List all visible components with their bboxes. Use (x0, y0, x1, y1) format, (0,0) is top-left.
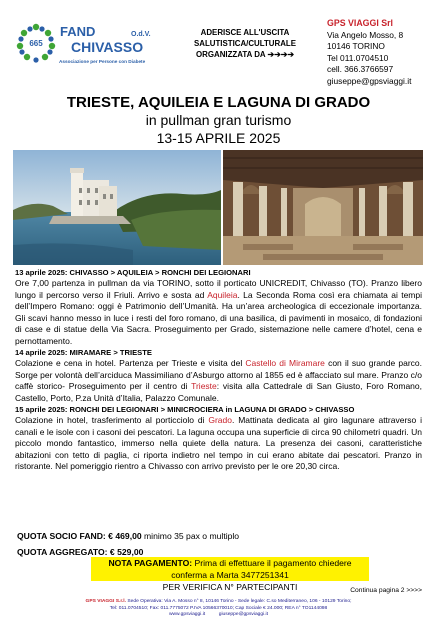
agency-tel: Tel 011.0704510 (327, 52, 389, 63)
member-price-note: minimo 35 pax o multiplo (141, 531, 240, 541)
page-header (0, 0, 437, 86)
trip-title: TRIESTE, AQUILEIA E LAGUNA DI GRADO (66, 94, 371, 111)
day-1-text-a: Ore 7,00 partenza in pullman da via TORINO, sotto il porticato UNICREDIT, Chivasso (TO). Pranzo libero lungo il percorso verso il Friuli. Arrivo e sosta ad (15, 278, 422, 300)
day-2-text-b: con il suo grande parco. Sorge per volontà dell’arciduca Massimiliano d’Asburgo attorno al 1855 ed è affacciato sul mare. Pranzo c/o caffè storico- Proseguimento per il centro di (15, 358, 422, 391)
agency-contact (327, 18, 437, 87)
trip-dates: 13-15 APRILE 2025 (156, 130, 281, 146)
agency-email[interactable]: giuseppe@gpsviaggi.it (327, 75, 412, 86)
footer-line-3: www.gpsviaggi.it giuseppe@gpsviaggi.it (168, 612, 269, 617)
guest-price-label: QUOTA AGGREGATO: € 529,00 (17, 547, 144, 557)
logo-odv: O.d.V. (131, 31, 151, 38)
adherence-note (184, 27, 306, 60)
day-2-title: 14 aprile 2025: MIRAMARE > TRIESTE (15, 348, 152, 357)
page-footer (0, 599, 437, 619)
payment-note-label: NOTA PAGAMENTO: (108, 558, 193, 568)
payment-note-line-2: PER VERIFICA N° PARTECIPANTI (162, 582, 298, 592)
day-2-highlight-trieste: Trieste (191, 381, 217, 391)
logo-tagline: Associazione per Persone con Diabete (59, 59, 146, 64)
day-3-text-a: Colazione in hotel, trasferimento al porticciolo di (15, 415, 209, 425)
logo-number: 665 (29, 39, 43, 48)
fand-logo (15, 22, 183, 72)
payment-note-text: Prima di effettuare il pagamento chiedere conferma a Marta 3477251341 (171, 558, 352, 580)
member-price (17, 528, 427, 544)
day-3-title: 15 aprile 2025: RONCHI DEI LEGIONARI > MINICROCIERA in LAGUNA DI GRADO > CHIVASSO (15, 405, 355, 414)
logo-name: FAND (60, 24, 96, 39)
day-2-text-c: : visita alla Cattedrale di San Giusto, Foro Romano, Castello, Porto, P.za Unità d’Italia, Palazzo Comunale. (15, 381, 423, 403)
payment-note (91, 557, 369, 592)
itinerary (15, 267, 422, 473)
day-1-text-b: . La Seconda Roma così era chiamata ai tempi dell’Impero Romano: oggi è Patrimonio dell’Umanità. Ha un’area archeologica di eccezionale importanza. Gli scavi hanno messo in luce i resti del foro romano, di una basilica, di pavimenti in mosaico, di fondazioni di case e di statue della Via Sacra. Proseguimento per Grado, sistemazione nelle camere d’hotel, cena e pernottamento. (15, 289, 423, 346)
trip-heading (0, 92, 437, 147)
payment-note-line-1 (91, 557, 369, 581)
adherence-line-1: ADERISCE ALL'USCITA (200, 28, 290, 37)
adherence-line-2: SALUTISTICA/CULTURALE (194, 39, 296, 48)
day-2-highlight-miramare: Castello di Miramare (245, 358, 325, 368)
aquileia-basilica-photo (223, 150, 423, 265)
day-3-highlight-grado: Grado (208, 415, 232, 425)
member-price-label: QUOTA SOCIO FAND: € 469,00 (17, 531, 142, 541)
footer-company-name: GPS VIAGGI S.r.l. (85, 599, 127, 604)
day-2-description (15, 358, 422, 404)
continue-page-note: Continua pagina 2 >>>> (350, 587, 422, 594)
day-1-title: 13 aprile 2025: CHIVASSO > AQUILEIA > RONCHI DEI LEGIONARI (15, 268, 251, 277)
day-3-description (15, 415, 422, 473)
day-3-text-b: . Mattinata dedicata al giro lagunare attraverso i canali e le isole con i casoni dei pescatori. La laguna occupa una superficie di circa 90 chilometri quadri. Un piccolo mondo fantastico, immerso nella quiete della natura. La presenza dei casoni, caratteristiche abitazioni con tetto di paglia, ci riporta indietro nel tempo in cui erano abitate dai pescatori. Pranzo in ristorante. Nel pomeriggio rientro a Chivasso con arrivo previsto per le ore 20,30 circa. (15, 415, 423, 471)
day-1-description (15, 278, 422, 347)
fand-people-circle-icon (15, 22, 57, 64)
miramare-castle-photo (13, 150, 221, 265)
footer-line-2: Tel: 011.0704510; Fax: 011.7775072 P.IVA 10566370010; Cap Sociale € 24.000; REA n° TO1144098 (109, 605, 328, 611)
footer-address: Sede Operativa: Via A. Mosso n° 8, 10146 Torino - Sede legale: C.so Mediterraneo, 106 - 10129 Torino; (126, 599, 352, 604)
agency-name: GPS VIAGGI Srl (327, 18, 393, 28)
trip-subtitle: in pullman gran turismo (145, 112, 292, 128)
day-1-highlight-aquileia: Aquileia (207, 289, 238, 300)
day-2-text-a: Colazione e cena in hotel. Partenza per Trieste e visita del (15, 358, 246, 368)
agency-cell: cell. 366.3766597 (327, 64, 394, 74)
prices (17, 528, 427, 560)
adherence-line-3: ORGANIZZATA DA ➔➔➔➔ (196, 50, 294, 59)
agency-address: Via Angelo Mosso, 8 (327, 29, 404, 40)
agency-city: 10146 TORINO (327, 41, 385, 51)
logo-city: CHIVASSO (71, 39, 144, 55)
